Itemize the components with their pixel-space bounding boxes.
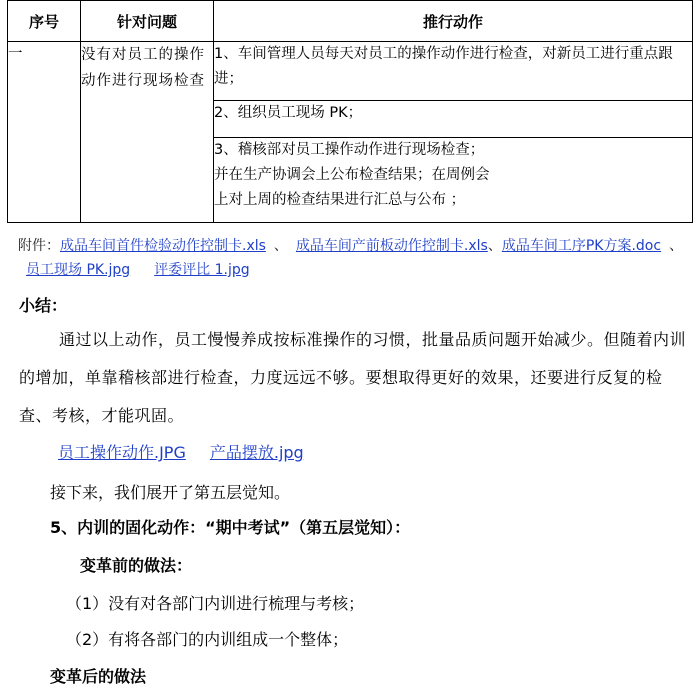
attachment-link-judge-score[interactable]: 评委评比 1.jpg	[154, 262, 250, 278]
cell-action-3	[214, 138, 693, 223]
summary-title: 小结：	[19, 296, 68, 315]
table-row	[8, 42, 693, 101]
cell-seq: 一	[8, 42, 81, 223]
header-seq: 序号	[8, 1, 81, 42]
cell-action-2: 2、组织员工现场 PK；	[214, 101, 693, 138]
separator: 、	[487, 238, 502, 254]
attachment-link-staff-pk[interactable]: 员工现场 PK.jpg	[26, 262, 131, 278]
summary-body: 通过以上动作，员工慢慢养成按标准操作的习惯，批量品质问题开始减少。但随着内训的增加，单靠稽核部进行检查，力度远远不够。要想取得更好的效果，还要进行反复的检查、考核，才能巩固。	[19, 330, 687, 425]
attachments-prefix: 附件：	[18, 238, 60, 254]
separator: 、	[669, 238, 684, 254]
cell-issue: 没有对员工的操作动作进行现场检查	[81, 42, 214, 223]
separator: 、	[273, 238, 288, 254]
link-product-placement-jpg[interactable]: 产品摆放.jpg	[209, 443, 304, 462]
header-issue: 针对问题	[81, 1, 214, 42]
attachment-link-preproduction[interactable]: 成品车间产前板动作控制卡.xls	[295, 238, 488, 254]
before-title: 变革前的做法：	[80, 556, 193, 575]
link-staff-operation-jpg[interactable]: 员工操作动作.JPG	[58, 443, 186, 462]
attachments-line	[18, 234, 688, 282]
after-title: 变革后的做法	[50, 667, 147, 686]
action-table	[7, 0, 693, 223]
table-header-row	[8, 1, 693, 42]
action-3-line-3: 上对上周的检查结果进行汇总与公布 ；	[214, 192, 466, 208]
summary-links	[58, 440, 304, 463]
action-3-line-1: 3、稽核部对员工操作动作进行现场检查；	[214, 142, 485, 158]
section5-title: 5、内训的固化动作：“期中考试”（第五层觉知）：	[50, 518, 411, 537]
action-3-line-2: 并在生产协调会上公布检查结果；在周例会	[214, 167, 490, 183]
next-step-text: 接下来，我们展开了第五层觉知。	[50, 483, 291, 502]
attachment-link-pk-plan[interactable]: 成品车间工序PK方案.doc	[501, 238, 662, 254]
header-action: 推行动作	[214, 1, 693, 42]
before-item-2: （2）有将各部门的内训组成一个整体；	[66, 630, 349, 649]
before-item-1: （1）没有对各部门内训进行梳理与考核；	[66, 594, 365, 613]
cell-action-1: 1、车间管理人员每天对员工的操作动作进行检查，对新员工进行重点跟进；	[214, 42, 693, 101]
attachment-link-first-article[interactable]: 成品车间首件检验动作控制卡.xls	[60, 238, 266, 254]
